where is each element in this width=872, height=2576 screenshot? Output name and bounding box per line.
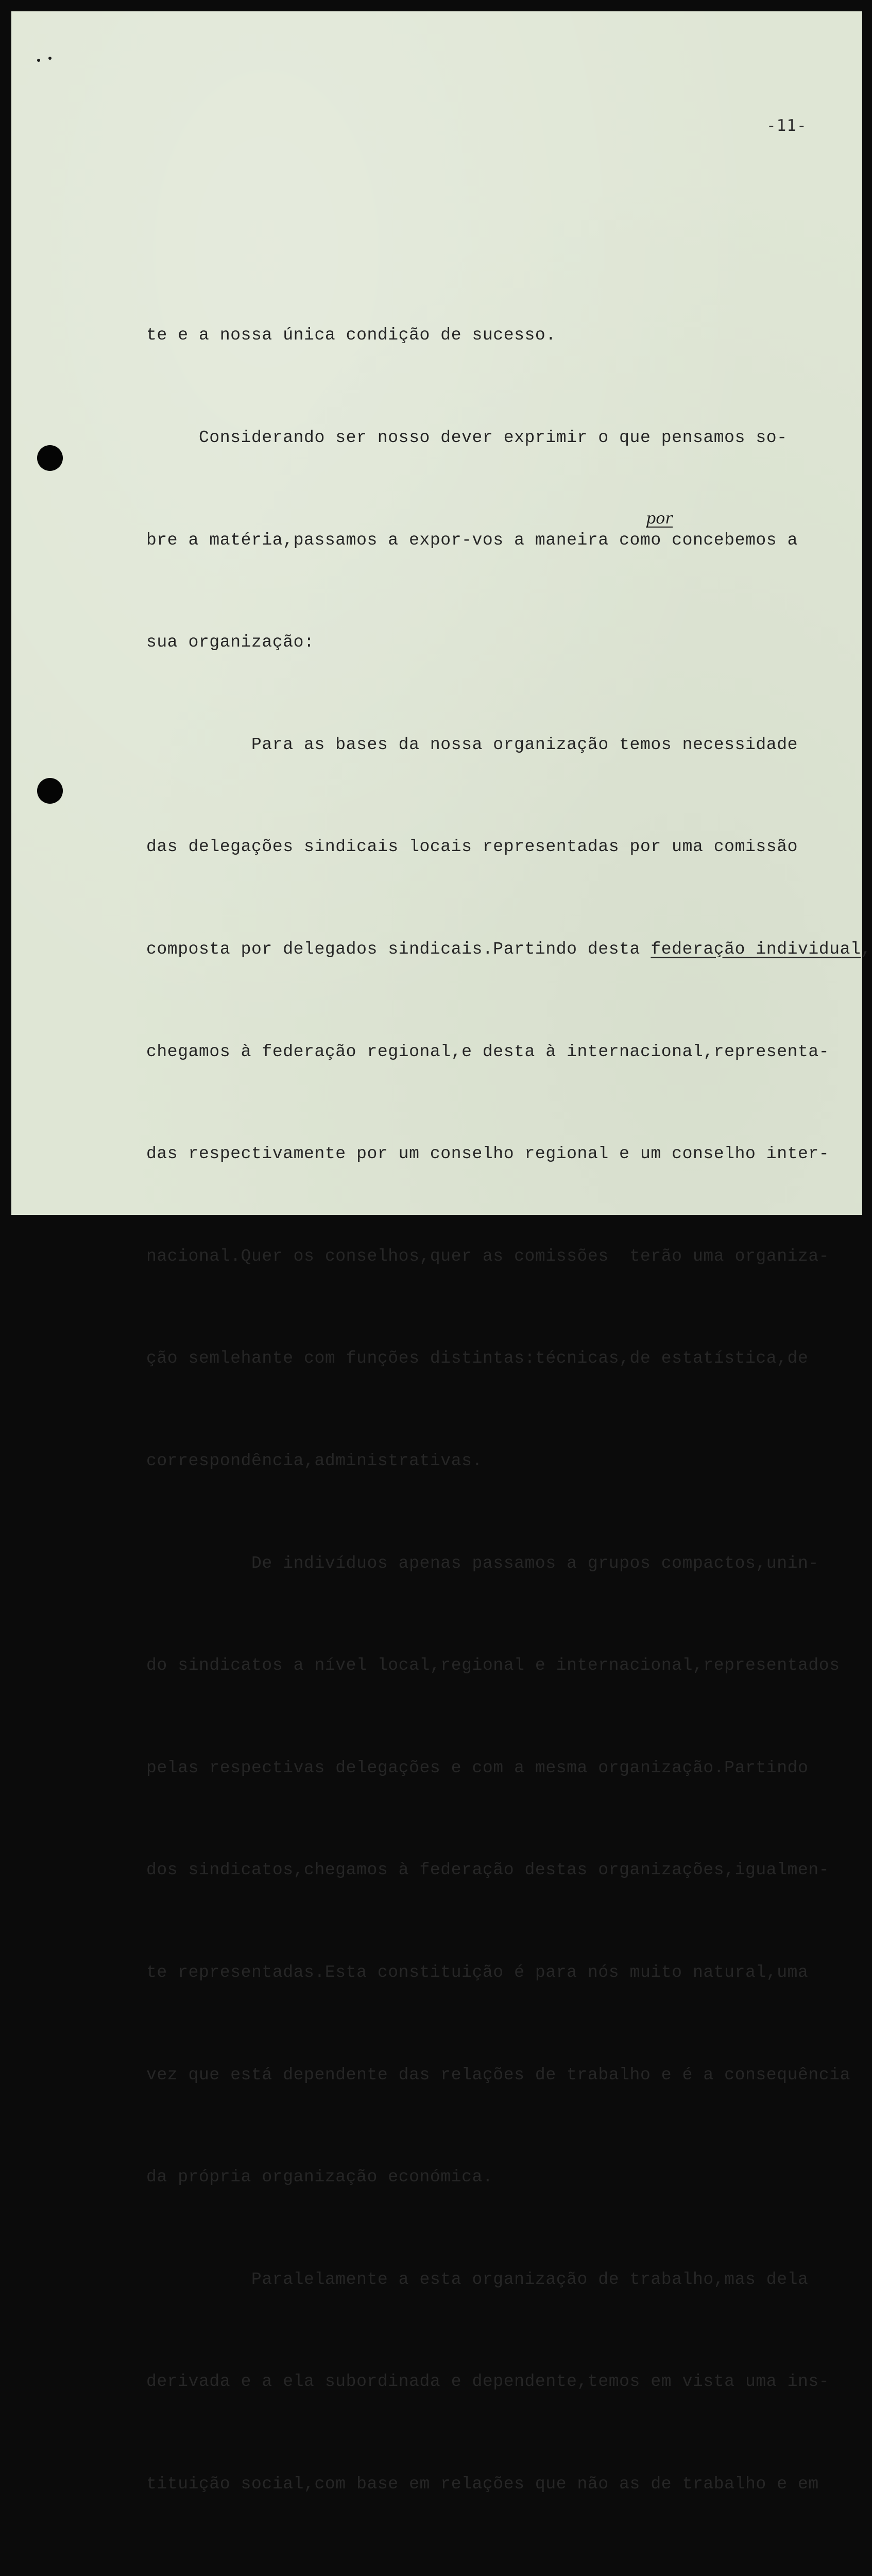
text-line: chegamos à federação regional,e desta à internacional,representa- (146, 1042, 830, 1061)
text-line: vez que está dependente das relações de trabalho e é a consequência (146, 2065, 851, 2084)
text-line: De indivíduos apenas passamos a grupos compactos,unin- (146, 1553, 819, 1573)
text-line: dos sindicatos,chegamos à federação destas organizações,igualmen- (146, 1860, 830, 1880)
text-line: sua organização: (146, 633, 315, 652)
handwritten-insertion: por (646, 510, 673, 528)
text-line: correspondência,administrativas. (146, 1451, 483, 1470)
underlined-suffix: , (861, 939, 871, 959)
text-line: bre a matéria,passamos a expor-vos a maneira como concebemos a (146, 530, 798, 550)
text-line: Paralelamente a esta organização de trabalho,mas dela (146, 2269, 809, 2289)
text-line: derivada e a ela subordinada e dependente,temos em vista uma ins- (146, 2372, 830, 2392)
text-line: das delegações sindicais locais representadas por uma comissão (146, 837, 798, 857)
text-line: do sindicatos a nível local,regional e internacional,representados (146, 1656, 840, 1675)
text-line: pelas respectivas delegações e com a mesma organização.Partindo (146, 1758, 809, 1777)
text-line: ção semlehante com funções distintas:técnicas,de estatística,de (146, 1349, 809, 1368)
text-line-with-underline (146, 933, 871, 967)
text-line-start: composta por delegados sindicais.Partindo desta (146, 939, 651, 959)
text-line: te e a nossa única condição de sucesso. (146, 326, 556, 345)
text-line: Considerando ser nosso dever exprimir o que pensamos so- (146, 428, 788, 447)
text-line: das respectivamente por um conselho regional e um conselho inter- (146, 1144, 830, 1164)
text-line (146, 2569, 867, 2576)
ink-speck (48, 57, 52, 60)
punch-hole (37, 778, 63, 804)
text-line: da própria organização económica. (146, 2167, 493, 2187)
ink-speck (37, 59, 40, 62)
punch-hole (37, 445, 63, 471)
page-number: -11- (766, 116, 807, 135)
underlined-phrase: federação individual (651, 939, 861, 959)
document-page (11, 11, 871, 2494)
text-line: te representadas.Esta constituição é para nós muito natural,uma (146, 1962, 809, 1982)
text-line: nacional.Quer os conselhos,quer as comissões terão uma organiza- (146, 1246, 830, 1266)
text-line: Para as bases da nossa organização temos necessidade (146, 735, 798, 754)
body-text (146, 250, 871, 2576)
text-line: tituição social,com base em relações que não as de trabalho e em (146, 2474, 819, 2494)
